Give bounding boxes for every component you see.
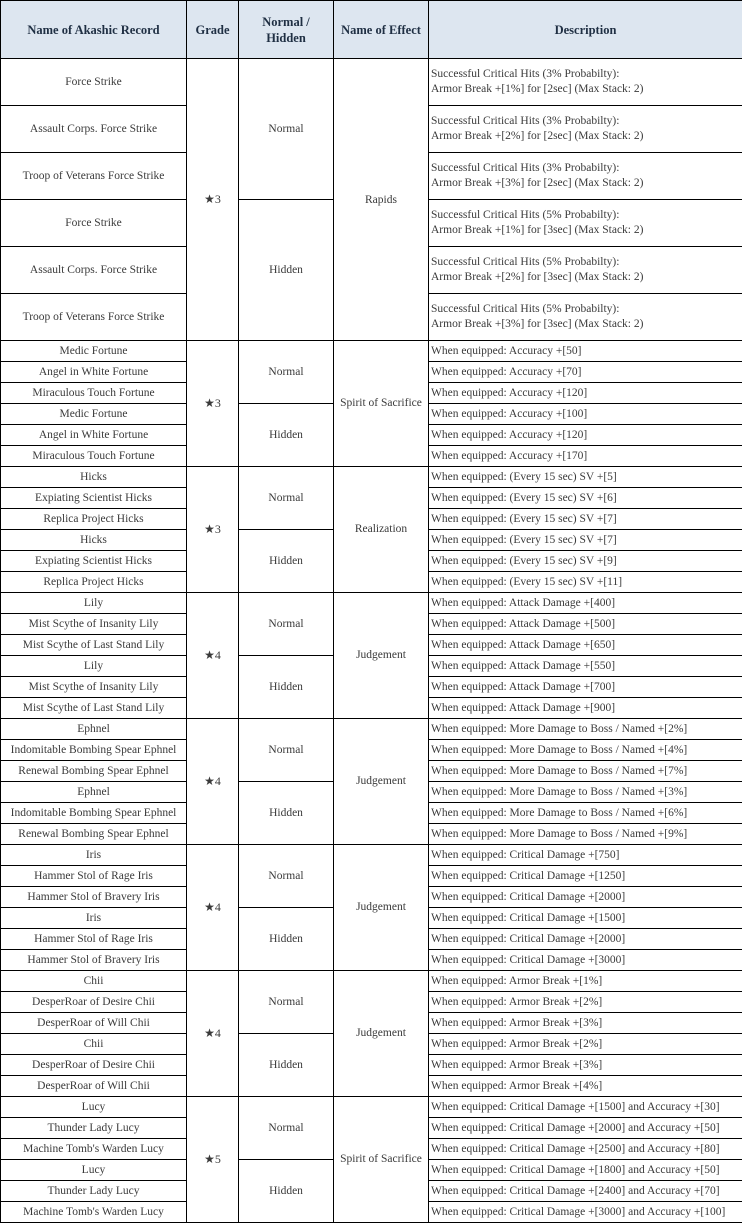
- record-name: Indomitable Bombing Spear Ephnel: [1, 803, 187, 824]
- header-grade: Grade: [187, 1, 239, 59]
- effect-name: Judgement: [334, 719, 429, 845]
- record-name: DesperRoar of Desire Chii: [1, 1055, 187, 1076]
- record-name: Force Strike: [1, 200, 187, 247]
- record-name: Lily: [1, 593, 187, 614]
- effect-description: When equipped: Accuracy +[120]: [429, 383, 742, 404]
- effect-description: Successful Critical Hits (3% Probabilty): Armor Break +[3%] for [2sec] (Max Stack: 2): [429, 153, 742, 200]
- effect-description: When equipped: (Every 15 sec) SV +[9]: [429, 551, 742, 572]
- effect-description: When equipped: (Every 15 sec) SV +[7]: [429, 530, 742, 551]
- normal-label: Normal: [239, 1097, 334, 1160]
- record-name: Hammer Stol of Rage Iris: [1, 866, 187, 887]
- grade-cell: [187, 341, 239, 467]
- table-row: [1, 1097, 742, 1118]
- grade-star-rating: ★3: [204, 395, 221, 410]
- record-name: Mist Scythe of Insanity Lily: [1, 614, 187, 635]
- effect-description: When equipped: Attack Damage +[650]: [429, 635, 742, 656]
- record-name: DesperRoar of Desire Chii: [1, 992, 187, 1013]
- record-name: Angel in White Fortune: [1, 362, 187, 383]
- effect-name: Judgement: [334, 845, 429, 971]
- record-name: Machine Tomb's Warden Lucy: [1, 1202, 187, 1223]
- record-name: DesperRoar of Will Chii: [1, 1013, 187, 1034]
- effect-description: When equipped: (Every 15 sec) SV +[6]: [429, 488, 742, 509]
- normal-label: Normal: [239, 971, 334, 1034]
- header-description: Description: [429, 1, 742, 59]
- record-name: Hammer Stol of Rage Iris: [1, 929, 187, 950]
- record-name: Ephnel: [1, 782, 187, 803]
- hidden-label: Hidden: [239, 1160, 334, 1223]
- effect-description: Successful Critical Hits (3% Probabilty): Armor Break +[1%] for [2sec] (Max Stack: 2): [429, 59, 742, 106]
- effect-description: When equipped: Accuracy +[170]: [429, 446, 742, 467]
- grade-star-rating: ★4: [204, 1025, 221, 1040]
- record-name: Lily: [1, 656, 187, 677]
- effect-description: When equipped: (Every 15 sec) SV +[5]: [429, 467, 742, 488]
- record-name: Lucy: [1, 1097, 187, 1118]
- record-name: DesperRoar of Will Chii: [1, 1076, 187, 1097]
- effect-description: Successful Critical Hits (5% Probabilty): Armor Break +[1%] for [3sec] (Max Stack: 2): [429, 200, 742, 247]
- record-name: Renewal Bombing Spear Ephnel: [1, 761, 187, 782]
- effect-description: When equipped: Critical Damage +[2000]: [429, 929, 742, 950]
- effect-name: Realization: [334, 467, 429, 593]
- record-name: Lucy: [1, 1160, 187, 1181]
- table-row: [1, 341, 742, 362]
- table-row: [1, 593, 742, 614]
- table-row: [1, 971, 742, 992]
- hidden-label: Hidden: [239, 404, 334, 467]
- effect-description: When equipped: More Damage to Boss / Named +[4%]: [429, 740, 742, 761]
- effect-description: When equipped: Critical Damage +[1250]: [429, 866, 742, 887]
- record-name: Hicks: [1, 467, 187, 488]
- effect-description: When equipped: Armor Break +[2%]: [429, 1034, 742, 1055]
- record-name: Miraculous Touch Fortune: [1, 383, 187, 404]
- effect-description: When equipped: Attack Damage +[500]: [429, 614, 742, 635]
- normal-label: Normal: [239, 467, 334, 530]
- effect-description: When equipped: Attack Damage +[700]: [429, 677, 742, 698]
- effect-description: When equipped: Armor Break +[4%]: [429, 1076, 742, 1097]
- record-name: Mist Scythe of Last Stand Lily: [1, 698, 187, 719]
- effect-description: Successful Critical Hits (5% Probabilty): Armor Break +[2%] for [3sec] (Max Stack: 2): [429, 247, 742, 294]
- record-name: Chii: [1, 971, 187, 992]
- table-row: [1, 845, 742, 866]
- grade-star-rating: ★4: [204, 773, 221, 788]
- effect-name: Spirit of Sacrifice: [334, 341, 429, 467]
- effect-name: Spirit of Sacrifice: [334, 1097, 429, 1223]
- hidden-label: Hidden: [239, 782, 334, 845]
- effect-description: When equipped: (Every 15 sec) SV +[7]: [429, 509, 742, 530]
- table-row: [1, 59, 742, 106]
- effect-description: When equipped: Attack Damage +[900]: [429, 698, 742, 719]
- grade-cell: [187, 845, 239, 971]
- record-name: Medic Fortune: [1, 341, 187, 362]
- record-name: Hicks: [1, 530, 187, 551]
- effect-description: When equipped: More Damage to Boss / Named +[7%]: [429, 761, 742, 782]
- normal-label: Normal: [239, 845, 334, 908]
- table-row: [1, 719, 742, 740]
- effect-description: When equipped: Critical Damage +[1500]: [429, 908, 742, 929]
- effect-description: When equipped: More Damage to Boss / Named +[3%]: [429, 782, 742, 803]
- record-name: Troop of Veterans Force Strike: [1, 153, 187, 200]
- record-name: Miraculous Touch Fortune: [1, 446, 187, 467]
- effect-description: When equipped: More Damage to Boss / Named +[9%]: [429, 824, 742, 845]
- grade-cell: [187, 593, 239, 719]
- effect-description: When equipped: Critical Damage +[1800] and Accuracy +[50]: [429, 1160, 742, 1181]
- effect-description: When equipped: Attack Damage +[550]: [429, 656, 742, 677]
- normal-label: Normal: [239, 59, 334, 200]
- normal-label: Normal: [239, 593, 334, 656]
- effect-description: When equipped: Critical Damage +[2000] and Accuracy +[50]: [429, 1118, 742, 1139]
- record-name: Indomitable Bombing Spear Ephnel: [1, 740, 187, 761]
- effect-description: Successful Critical Hits (3% Probabilty): Armor Break +[2%] for [2sec] (Max Stack: 2): [429, 106, 742, 153]
- record-name: Angel in White Fortune: [1, 425, 187, 446]
- effect-description: When equipped: Critical Damage +[2500] and Accuracy +[80]: [429, 1139, 742, 1160]
- effect-description: When equipped: Armor Break +[3%]: [429, 1013, 742, 1034]
- normal-label: Normal: [239, 341, 334, 404]
- hidden-label: Hidden: [239, 1034, 334, 1097]
- effect-description: When equipped: Critical Damage +[750]: [429, 845, 742, 866]
- effect-description: When equipped: Accuracy +[100]: [429, 404, 742, 425]
- record-name: Medic Fortune: [1, 404, 187, 425]
- grade-star-rating: ★4: [204, 899, 221, 914]
- effect-description: When equipped: Accuracy +[120]: [429, 425, 742, 446]
- effect-description: When equipped: Critical Damage +[3000]: [429, 950, 742, 971]
- record-name: Hammer Stol of Bravery Iris: [1, 887, 187, 908]
- hidden-label: Hidden: [239, 656, 334, 719]
- grade-cell: [187, 59, 239, 341]
- record-name: Ephnel: [1, 719, 187, 740]
- effect-description: Successful Critical Hits (5% Probabilty): Armor Break +[3%] for [3sec] (Max Stack: 2): [429, 294, 742, 341]
- record-name: Replica Project Hicks: [1, 509, 187, 530]
- record-name: Renewal Bombing Spear Ephnel: [1, 824, 187, 845]
- record-name: Troop of Veterans Force Strike: [1, 294, 187, 341]
- record-name: Expiating Scientist Hicks: [1, 488, 187, 509]
- effect-description: When equipped: Critical Damage +[2400] and Accuracy +[70]: [429, 1181, 742, 1202]
- effect-description: When equipped: More Damage to Boss / Named +[2%]: [429, 719, 742, 740]
- record-name: Iris: [1, 845, 187, 866]
- effect-description: When equipped: Armor Break +[3%]: [429, 1055, 742, 1076]
- header-effect: Name of Effect: [334, 1, 429, 59]
- table-body: [1, 59, 742, 1223]
- record-name: Machine Tomb's Warden Lucy: [1, 1139, 187, 1160]
- record-name: Assault Corps. Force Strike: [1, 106, 187, 153]
- record-name: Chii: [1, 1034, 187, 1055]
- effect-description: When equipped: Critical Damage +[1500] and Accuracy +[30]: [429, 1097, 742, 1118]
- record-name: Iris: [1, 908, 187, 929]
- grade-star-rating: ★3: [204, 521, 221, 536]
- hidden-label: Hidden: [239, 908, 334, 971]
- record-name: Assault Corps. Force Strike: [1, 247, 187, 294]
- record-name: Thunder Lady Lucy: [1, 1118, 187, 1139]
- grade-cell: [187, 971, 239, 1097]
- record-name: Mist Scythe of Insanity Lily: [1, 677, 187, 698]
- hidden-label: Hidden: [239, 530, 334, 593]
- grade-star-rating: ★5: [204, 1151, 221, 1166]
- effect-description: When equipped: More Damage to Boss / Named +[6%]: [429, 803, 742, 824]
- effect-description: When equipped: Armor Break +[2%]: [429, 992, 742, 1013]
- record-name: Force Strike: [1, 59, 187, 106]
- effect-name: Judgement: [334, 593, 429, 719]
- record-name: Thunder Lady Lucy: [1, 1181, 187, 1202]
- header-name: Name of Akashic Record: [1, 1, 187, 59]
- normal-label: Normal: [239, 719, 334, 782]
- grade-star-rating: ★4: [204, 647, 221, 662]
- grade-cell: [187, 1097, 239, 1223]
- effect-description: When equipped: Accuracy +[50]: [429, 341, 742, 362]
- effect-description: When equipped: Critical Damage +[2000]: [429, 887, 742, 908]
- grade-star-rating: ★3: [204, 192, 221, 206]
- record-name: Mist Scythe of Last Stand Lily: [1, 635, 187, 656]
- effect-description: When equipped: Armor Break +[1%]: [429, 971, 742, 992]
- effect-name: Judgement: [334, 971, 429, 1097]
- effect-description: When equipped: Attack Damage +[400]: [429, 593, 742, 614]
- hidden-label: Hidden: [239, 200, 334, 341]
- grade-cell: [187, 719, 239, 845]
- record-name: Expiating Scientist Hicks: [1, 551, 187, 572]
- effect-name: Rapids: [334, 59, 429, 341]
- record-name: Replica Project Hicks: [1, 572, 187, 593]
- effect-description: When equipped: Critical Damage +[3000] and Accuracy +[100]: [429, 1202, 742, 1223]
- grade-cell: [187, 467, 239, 593]
- header-normal-hidden: Normal / Hidden: [239, 1, 334, 59]
- effect-description: When equipped: Accuracy +[70]: [429, 362, 742, 383]
- table-row: [1, 467, 742, 488]
- record-name: Hammer Stol of Bravery Iris: [1, 950, 187, 971]
- effect-description: When equipped: (Every 15 sec) SV +[11]: [429, 572, 742, 593]
